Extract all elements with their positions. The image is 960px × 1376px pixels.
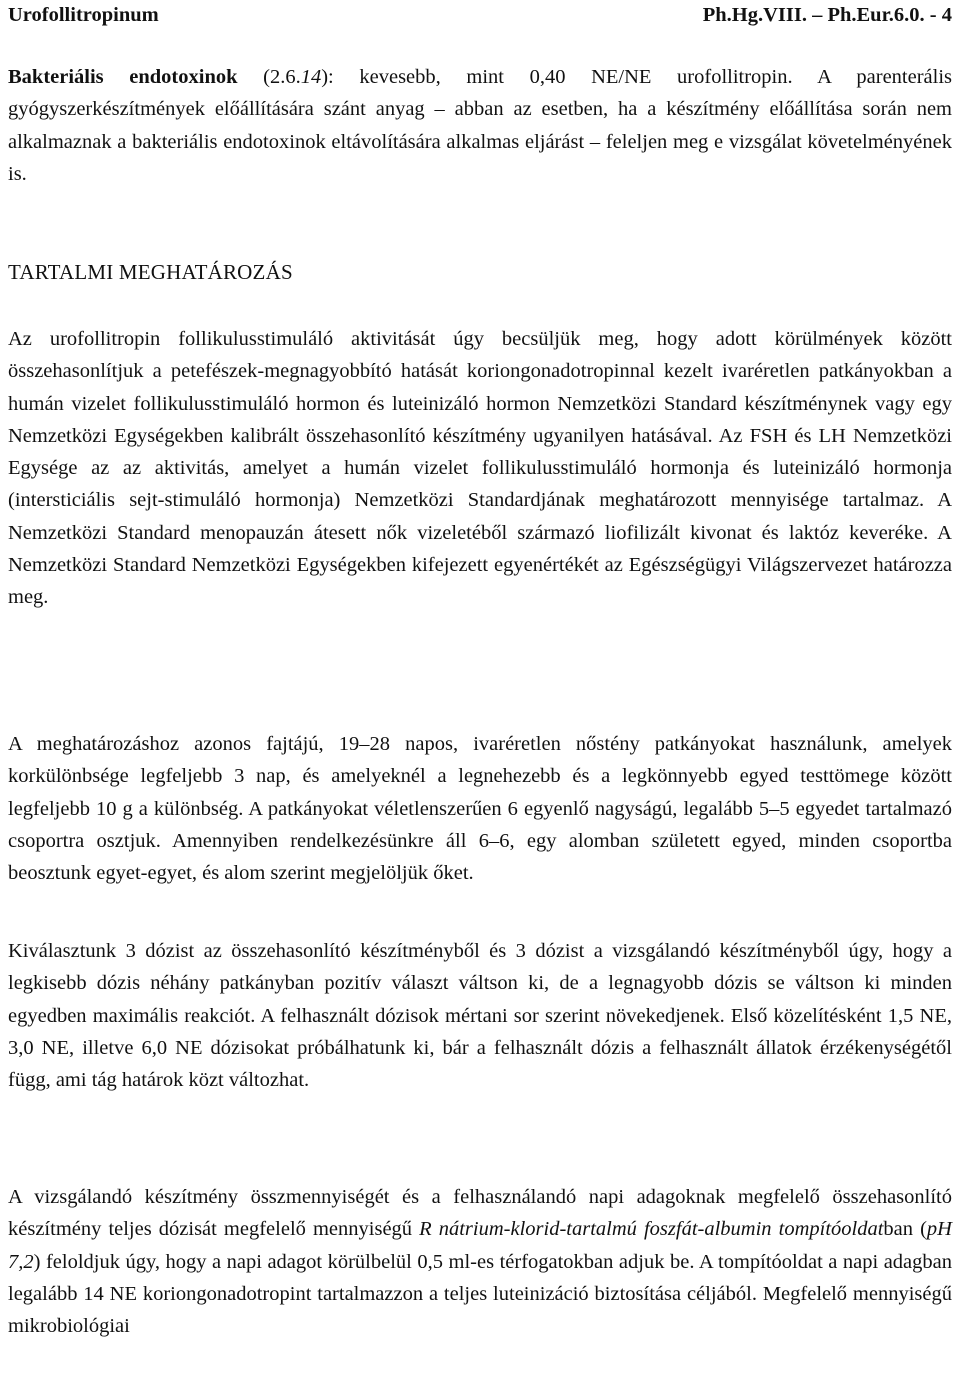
dose-selection-paragraph: [8, 935, 952, 1096]
endotoxin-paragraph: [8, 61, 952, 190]
paragraph-text: Az urofollitropin follikulusstimuláló aktivitását úgy becsüljük meg, hogy adott körülmények között összehasonlítjuk a petefészek-megnagyobbító hatását koriongonadotropinnal kezelt ivaréretlen patkányokban a humán vizelet follikulusstimuláló hormon és luteinizáló hormon Nemzetközi Standard készítménynek vagy egy Nemzetközi Egységekben kalibrált összehasonlító készítmény ugyanilyen hatásával. Az FSH és LH Nemzetközi Egysége az az aktivitás, amelyet a humán vizelet follikulusstimuláló hormonja és luteinizáló hormonja (intersticiális sejt-stimuláló hormonja) Nemzetközi Standardjának meghatározott mennyisége tartalmaz. A Nemzetközi Standard menopauzán átesett nők vizeletéből származó liofilizált kivonat és laktóz keveréke. A Nemzetközi Standard Nemzetközi Egységekben kifejezett egyenértékét az Egészségügyi Világszervezet határozza meg.: [8, 328, 952, 609]
paragraph-text-part: ban (: [883, 1218, 927, 1241]
page-header: [8, 0, 952, 30]
ph-value: pH 7,2: [8, 1218, 952, 1273]
paragraph-text-part: A vizsgálandó készítmény összmennyiségét és a felhasználandó napi adagoknak megfelelő összehasonlító készítmény teljes dózisát megfelelő mennyiségű: [8, 1186, 952, 1241]
monograph-title: Urofollitropinum: [8, 4, 159, 26]
assay-principle-paragraph: [8, 323, 952, 614]
animals-paragraph: [8, 728, 952, 889]
solution-preparation-paragraph: [8, 1181, 952, 1342]
section-heading: TARTALMI MEGHATÁROZÁS: [8, 260, 293, 284]
reagent-name: R nátrium-klorid-tartalmú foszfát-albumin tompítóoldat: [419, 1218, 884, 1241]
paragraph-text-part: ) feloldjuk úgy, hogy a napi adagot körülbelül 0,5 ml-es térfogatokban adjuk be. A tompítóoldat a napi adagban legalább 14 NE koriongonadotropint tartalmazzon a teljes luteinizáció biztosítása céljából. Megfelelő mennyiségű mikrobiológiai: [8, 1250, 952, 1338]
paragraph-text: A meghatározáshoz azonos fajtájú, 19–28 napos, ivaréretlen nőstény patkányokat használunk, amelyek korkülönbsége legfeljebb 3 nap, és amelyeknél a legnehezebb és a legkönnyebb egyed testtömege között legfeljebb 10 g a különbség. A patkányokat véletlenszerűen 6 egyenlő nagyságú, legalább 5–5 egyedet tartalmazó csoportra osztjuk. Amennyiben rendelkezésünkre áll 6–6, egy alomban született egyed, minden csoportba beosztunk egyet-egyet, és alom szerint megjelöljük őket.: [8, 733, 952, 885]
endotoxin-ref-open: (2.6.: [263, 66, 301, 88]
endotoxin-text: kevesebb, mint 0,40 NE/NE urofollitropin. A parenterális gyógyszerkészítmények előállítására szánt anyag – abban az esetben, ha a készítmény előállítása során nem alkalmaznak a bakteriális endotoxinok eltávolítására alkalmas eljárást – feleljen meg e vizsgálat követelményének is.: [8, 66, 953, 185]
paragraph-text: Kiválasztunk 3 dózist az összehasonlító készítményből és 3 dózist a vizsgálandó készítményből úgy, hogy a legkisebb dózis néhány patkányban pozitív választ váltson ki, de a legnagyobb dózis se váltson ki minden egyedben maximális reakciót. A felhasznált dózisok mértani sor szerint növekedjenek. Első közelítésként 1,5 NE, 3,0 NE, illetve 6,0 NE dózisokat próbálhatunk ki, bár a felhasznált dózis a felhasznált állatok érzékenységétől függ, ami tág határok közt változhat.: [8, 940, 952, 1092]
endotoxin-ref-close: ):: [321, 66, 334, 88]
pharmacopoeia-reference: Ph.Hg.VIII. – Ph.Eur.6.0. - 4: [702, 4, 952, 26]
endotoxin-ref-number: 14: [300, 66, 322, 88]
endotoxin-label: Bakteriális endotoxinok: [8, 66, 238, 88]
